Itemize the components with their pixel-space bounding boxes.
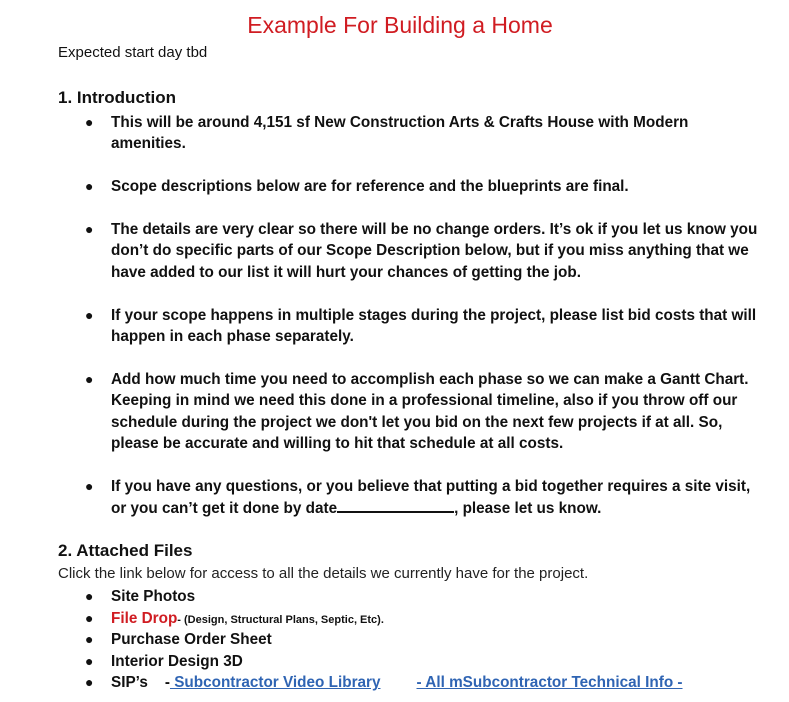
list-item-file-drop [83, 608, 783, 630]
list-item [83, 305, 763, 348]
bullet-icon: ● [85, 114, 94, 130]
intro-bullet-text: If you have any questions, or you believe that putting a bid together requires a site visit, or you can’t get it done by date [111, 477, 751, 518]
list-item-purchase-order [83, 629, 783, 651]
list-item-sips [83, 672, 783, 694]
file-drop-note: - (Design, Structural Plans, Septic, Etc). [177, 613, 384, 626]
attached-files-intro: Click the link below for access to all the details we currently have for the project. [58, 565, 589, 582]
bullet-icon: ● [85, 652, 94, 669]
attached-files-list [83, 586, 783, 694]
technical-info-link[interactable]: - All mSubcontractor Technical Info - [416, 674, 683, 691]
bullet-icon: ● [85, 674, 94, 690]
bullet-icon: ● [85, 221, 94, 237]
list-item [83, 176, 763, 197]
sips-label: SIP’s [111, 674, 148, 691]
bullet-icon: ● [85, 588, 94, 604]
purchase-order-label: Purchase Order Sheet [111, 631, 272, 648]
intro-bullet-text: Scope descriptions below are for reference and the blueprints are final. [111, 178, 629, 196]
date-blank-field [337, 497, 454, 513]
bullet-icon: ● [85, 370, 94, 387]
list-item-interior-design [83, 651, 783, 673]
file-drop-label: File Drop [111, 609, 178, 627]
bullet-icon: ● [85, 178, 94, 195]
section-heading-introduction: 1. Introduction [58, 88, 177, 107]
bullet-icon: ● [85, 477, 94, 494]
intro-bullet-text: The details are very clear so there will be no change orders. It’s ok if you let us know you don’t do specific parts of our Scope Description below, but if you miss anything that we have added to our list it will hurt your chances of getting the job. [111, 221, 758, 281]
document-title: Example For Building a Home [247, 12, 553, 38]
bullet-icon: ● [85, 306, 94, 323]
section-heading-attached-files: 2. Attached Files [58, 541, 193, 560]
list-item [83, 112, 763, 155]
list-item [83, 219, 763, 283]
intro-bullet-text: This will be around 4,151 sf New Construction Arts & Crafts House with Modern amenities. [111, 114, 689, 153]
bullet-icon: ● [85, 631, 94, 647]
intro-bullet-text: Add how much time you need to accomplish each phase so we can make a Gantt Chart. Keeping in mind we need this done in a professional timeline, also if you throw off our schedule during the project we don't let you bid on the next few projects if at all. So, please be accurate and willing to hit that schedule at all costs. [111, 370, 749, 453]
intro-bullet-text: If your scope happens in multiple stages during the project, please list bid costs that will happen in each phase separately. [111, 306, 757, 346]
expected-start-day: Expected start day tbd [58, 44, 208, 61]
bullet-icon: ● [85, 609, 94, 626]
list-item [83, 476, 763, 520]
list-item-site-photos [83, 586, 783, 608]
intro-bullet-text-end: , please let us know. [454, 500, 602, 518]
sips-dash: - [164, 674, 170, 691]
introduction-list [83, 112, 763, 541]
site-photos-label: Site Photos [111, 588, 196, 605]
interior-design-label: Interior Design 3D [111, 652, 243, 670]
list-item [83, 369, 763, 455]
subcontractor-video-library-link[interactable]: Subcontractor Video Library [169, 674, 381, 691]
